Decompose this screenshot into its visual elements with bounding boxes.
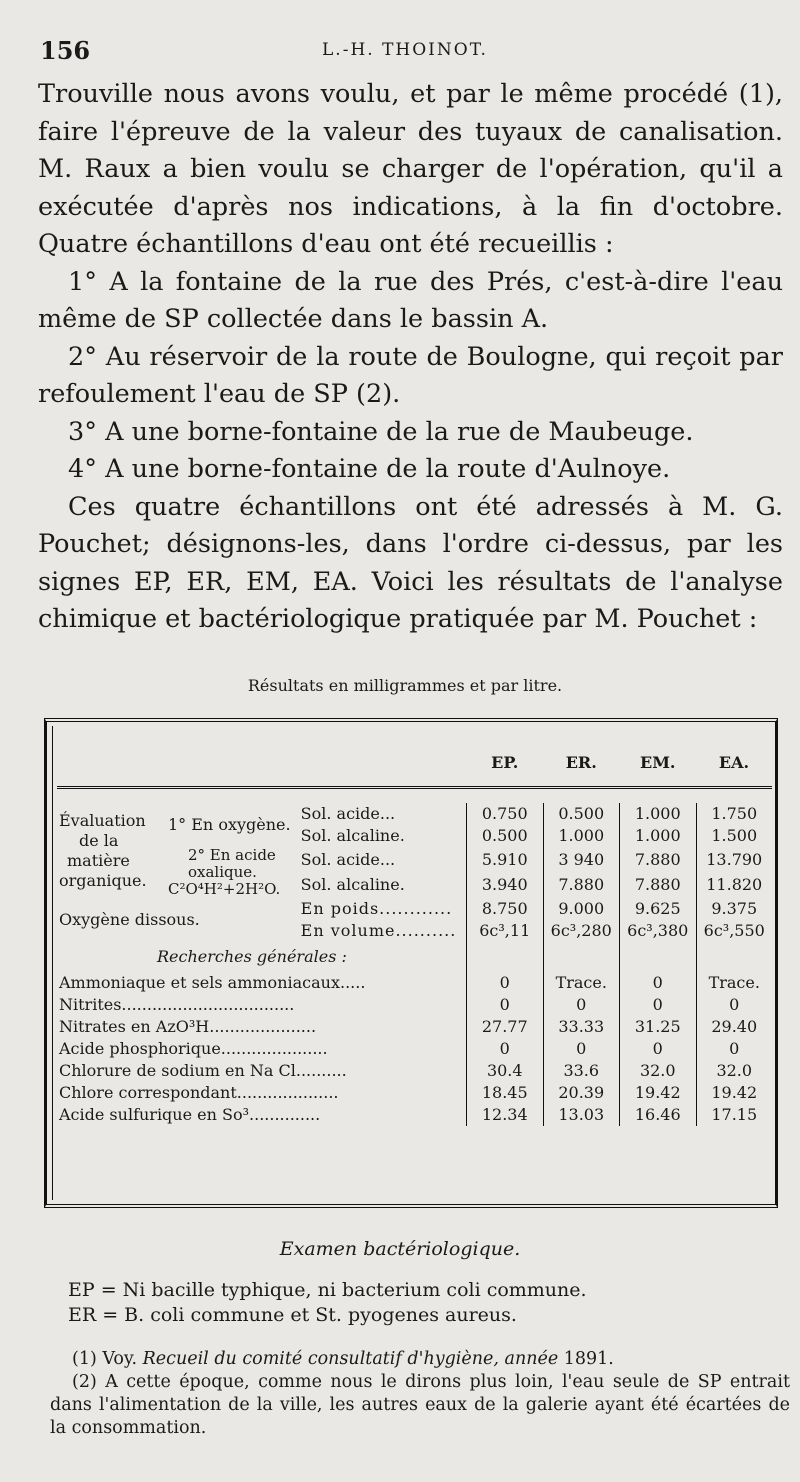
sample-1: 1° A la fontaine de la rue des Prés, c'est-à-dire l'eau même de SP collectée dans le bassin A. [38, 266, 783, 334]
cell-em: 16.46 [620, 1104, 697, 1126]
results-table-frame [44, 718, 778, 1208]
sample-3: 3° A une borne-fontaine de la rue de Maubeuge. [68, 416, 694, 447]
oxalic-label-line: oxalique. [187, 863, 257, 881]
row-label: Nitrates en AzO³H..................... [59, 1017, 317, 1036]
body-text [38, 76, 783, 639]
cell-blank [696, 942, 772, 972]
organic-label-line: organique. [59, 870, 147, 890]
cell-blank [467, 942, 544, 972]
cell-em: 7.880 [620, 873, 697, 899]
organic-matter-label [57, 803, 166, 898]
organic-label-line: Évaluation [59, 810, 146, 830]
bacterio-er: ER = B. coli commune et St. pyogenes aureus. [68, 1304, 517, 1326]
cell-ea: 6c³,550 [696, 920, 772, 942]
cell-ea: 32.0 [696, 1060, 772, 1082]
table-row [57, 972, 772, 994]
cell-er: 0.500 [543, 803, 620, 825]
row-label: Acide phosphorique..................... [59, 1039, 328, 1058]
cell-ep: 30.4 [467, 1060, 544, 1082]
cell-ep: 12.34 [467, 1104, 544, 1126]
cell-ea: Trace. [696, 972, 772, 994]
cell-ea: 9.375 [696, 898, 772, 920]
dissolved-oxygen-label: Oxygène dissous. [59, 910, 200, 929]
table-row [57, 1082, 772, 1104]
oxalic-label-line: 2° En acide [187, 846, 276, 864]
cell-ep: 0 [467, 972, 544, 994]
bacterio-ep: EP = Ni bacille typhique, ni bacterium coli commune. [68, 1279, 587, 1301]
cell-er: 6c³,280 [543, 920, 620, 942]
table-row [57, 1016, 772, 1038]
cell-ep: 3.940 [467, 873, 544, 899]
cell-em: 6c³,380 [620, 920, 697, 942]
cell-em: 19.42 [620, 1082, 697, 1104]
table-caption: Résultats en milligrammes et par litre. [247, 676, 563, 695]
table-row [57, 1038, 772, 1060]
running-title: L.-H. THOINOT. [322, 40, 488, 60]
cell-er: 9.000 [543, 898, 620, 920]
organic-label-line: de la [79, 830, 119, 850]
cell-ea: 11.820 [696, 873, 772, 899]
footnote-1-title: Recueil du comité consultatif d'hygiène, année [142, 1349, 559, 1369]
cell-em: 1.000 [620, 803, 697, 825]
row-label: Acide sulfurique en So³.............. [59, 1105, 321, 1124]
cell-er: 13.03 [543, 1104, 620, 1126]
cell-er: 3 940 [543, 847, 620, 873]
cell-ep: 5.910 [467, 847, 544, 873]
cell-er: 20.39 [543, 1082, 620, 1104]
cell-ep: 18.45 [467, 1082, 544, 1104]
bacteriological-results [68, 1278, 587, 1328]
cell-em: 31.25 [620, 1016, 697, 1038]
cell-em: 7.880 [620, 847, 697, 873]
sample-2: 2° Au réservoir de la route de Boulogne, qui reçoit par refoulement l'eau de SP (2). [38, 341, 783, 409]
cell-em: 0 [620, 994, 697, 1016]
cell-ea: 17.15 [696, 1104, 772, 1126]
footnote-1-prefix: (1) Voy. [72, 1349, 143, 1369]
table-header-row [57, 742, 772, 788]
organic-label-line: matière [67, 850, 130, 870]
cell-ea: 29.40 [696, 1016, 772, 1038]
cell-er: 33.6 [543, 1060, 620, 1082]
cell-ep: 0.750 [467, 803, 544, 825]
table-row [57, 898, 772, 920]
footnote-1-suffix: 1891. [558, 1349, 614, 1369]
cell-ea: 1.750 [696, 803, 772, 825]
cell-er: 1.000 [543, 825, 620, 847]
cell-ep: 6c³,11 [467, 920, 544, 942]
row-label: En volume.......... [300, 921, 457, 940]
footnotes [50, 1348, 790, 1440]
oxalic-method-label [166, 847, 299, 898]
bacteriological-title: Examen bactériologique. [279, 1238, 521, 1260]
cell-er: 7.880 [543, 873, 620, 899]
column-header-ea: EA. [696, 742, 772, 788]
cell-ea: 0 [696, 1038, 772, 1060]
cell-ea: 0 [696, 994, 772, 1016]
row-label: Chlorure de sodium en Na Cl.......... [59, 1061, 347, 1080]
row-label: Ammoniaque et sels ammoniacaux..... [59, 973, 366, 992]
table-header-blank [57, 742, 467, 788]
footnote-1 [50, 1348, 790, 1371]
table-row [57, 803, 772, 825]
footnote-2: (2) A cette époque, comme nous le dirons plus loin, l'eau seule de SP entrait dans l'alimentation de la ville, les autres eaux de la galerie ayant été écartées de la consommation. [50, 1372, 790, 1438]
cell-ea: 1.500 [696, 825, 772, 847]
cell-ep: 27.77 [467, 1016, 544, 1038]
cell-em: 0 [620, 972, 697, 994]
row-label: Sol. alcaline. [300, 875, 405, 895]
cell-ep: 8.750 [467, 898, 544, 920]
section-row [57, 942, 772, 972]
cell-er: 33.33 [543, 1016, 620, 1038]
cell-ea: 19.42 [696, 1082, 772, 1104]
table-row [57, 994, 772, 1016]
oxalic-label-line: C²O⁴H²+2H²O. [167, 880, 281, 898]
row-label: Sol. acide... [300, 849, 396, 869]
cell-ep: 0 [467, 1038, 544, 1060]
row-label: Nitrites.................................. [59, 995, 295, 1014]
results-table [57, 742, 772, 1126]
cell-blank [543, 942, 620, 972]
cell-er: 0 [543, 994, 620, 1016]
page-header [40, 36, 770, 66]
cell-er: Trace. [543, 972, 620, 994]
section-title: Recherches générales : [157, 947, 347, 966]
cell-em: 9.625 [620, 898, 697, 920]
cell-ep: 0.500 [467, 825, 544, 847]
table-row [57, 1060, 772, 1082]
cell-em: 32.0 [620, 1060, 697, 1082]
cell-ep: 0 [467, 994, 544, 1016]
sample-4: 4° A une borne-fontaine de la route d'Aulnoye. [68, 454, 671, 484]
paragraph-intro: Trouville nous avons voulu, et par le même procédé (1), faire l'épreuve de la valeur des tuyaux de canalisation. M. Raux a bien voulu se charger de l'opération, qu'il a exécutée d'après nos indications, à la fin d'octobre. Quatre échantillons d'eau ont été recueillis : [38, 79, 783, 259]
oxygen-method-label: 1° En oxygène. [167, 815, 291, 834]
row-label: Chlore correspondant.................... [59, 1083, 339, 1102]
column-header-em: EM. [620, 742, 697, 788]
cell-ea: 13.790 [696, 847, 772, 873]
column-header-ep: EP. [467, 742, 544, 788]
table-row [57, 1104, 772, 1126]
cell-em: 1.000 [620, 825, 697, 847]
row-label: Sol. alcaline. [300, 826, 405, 845]
row-label: En poids............ [300, 899, 453, 918]
column-header-er: ER. [543, 742, 620, 788]
cell-blank [620, 942, 697, 972]
cell-er: 0 [543, 1038, 620, 1060]
cell-em: 0 [620, 1038, 697, 1060]
paragraph-designation: Ces quatre échantillons ont été adressés à M. G. Pouchet; désignons-les, dans l'ordre ci-dessus, par les signes EP, ER, EM, EA. Voici les résultats de l'analyse chimique et bactériologique pratiquée par M. Pouchet : [38, 491, 783, 634]
row-label: Sol. acide... [300, 804, 396, 823]
table-spacer [57, 788, 772, 804]
page-number: 156 [40, 36, 91, 65]
